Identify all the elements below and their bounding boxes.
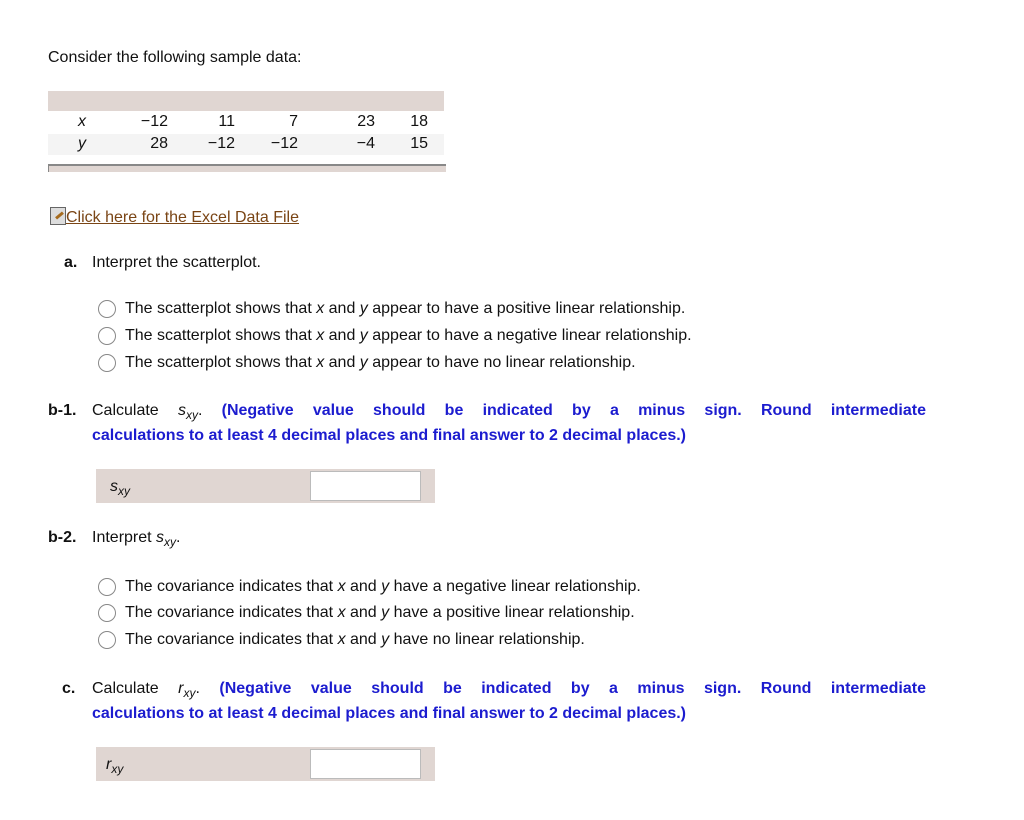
excel-file-icon — [50, 207, 66, 225]
part-c-instructions: calculations to at least 4 decimal places and final answer to 2 decimal places.) — [92, 705, 687, 722]
option-a-none[interactable]: The scatterplot shows that x and y appear to have no linear relationship. — [125, 354, 636, 371]
rxy-answer-row — [96, 747, 435, 781]
part-c-prompt: Calculate $r_{xy}$. (Negative value should be indicated by a minus sign. Round intermediate — [92, 680, 926, 700]
option-b2-negative[interactable]: The covariance indicates that x and y have a negative linear relationship. — [125, 578, 641, 595]
radio-a-positive[interactable] — [98, 300, 116, 318]
part-b2-prompt: Interpret $s_{xy}$. — [92, 529, 181, 549]
radio-a-negative[interactable] — [98, 327, 116, 345]
excel-link-text[interactable]: Click here for the Excel Data File — [66, 209, 299, 226]
y-value: −4 — [356, 135, 375, 152]
part-b1-label: b-1. — [48, 402, 77, 419]
y-label: y — [78, 135, 86, 152]
y-value: 15 — [410, 135, 428, 152]
part-a-label: a. — [64, 254, 78, 271]
x-value: 7 — [289, 113, 298, 130]
part-b2-label: b-2. — [48, 529, 77, 546]
y-value: −12 — [207, 135, 235, 152]
y-value: 28 — [150, 135, 168, 152]
part-b1-prompt: Calculate $s_{xy}$. (Negative value should be indicated by a minus sign. Round intermediate — [92, 402, 926, 422]
intro-text: Consider the following sample data: — [48, 49, 302, 66]
part-a-prompt: Interpret the scatterplot. — [92, 254, 261, 271]
x-value: 18 — [410, 113, 428, 130]
sxy-label: $s_{xy}$ — [110, 478, 130, 498]
x-value: −12 — [140, 113, 168, 130]
option-a-positive[interactable]: The scatterplot shows that x and y appear to have a positive linear relationship. — [125, 300, 686, 317]
radio-b2-positive[interactable] — [98, 604, 116, 622]
sxy-answer-row — [96, 469, 435, 503]
option-b2-none[interactable]: The covariance indicates that x and y have no linear relationship. — [125, 631, 585, 648]
y-value: −12 — [270, 135, 298, 152]
x-label: x — [78, 113, 86, 130]
option-b2-positive[interactable]: The covariance indicates that x and y have a positive linear relationship. — [125, 604, 635, 621]
x-value: 23 — [357, 113, 375, 130]
sxy-input[interactable] — [310, 471, 421, 501]
radio-b2-negative[interactable] — [98, 578, 116, 596]
excel-link[interactable] — [50, 207, 299, 227]
rxy-label: $r_{xy}$ — [106, 756, 124, 776]
radio-b2-none[interactable] — [98, 631, 116, 649]
rxy-input[interactable] — [310, 749, 421, 779]
x-value: 11 — [218, 113, 235, 130]
option-a-negative[interactable]: The scatterplot shows that x and y appear to have a negative linear relationship. — [125, 327, 692, 344]
part-b1-instructions: calculations to at least 4 decimal places and final answer to 2 decimal places.) — [92, 427, 687, 444]
radio-a-none[interactable] — [98, 354, 116, 372]
part-c-label: c. — [62, 680, 76, 697]
